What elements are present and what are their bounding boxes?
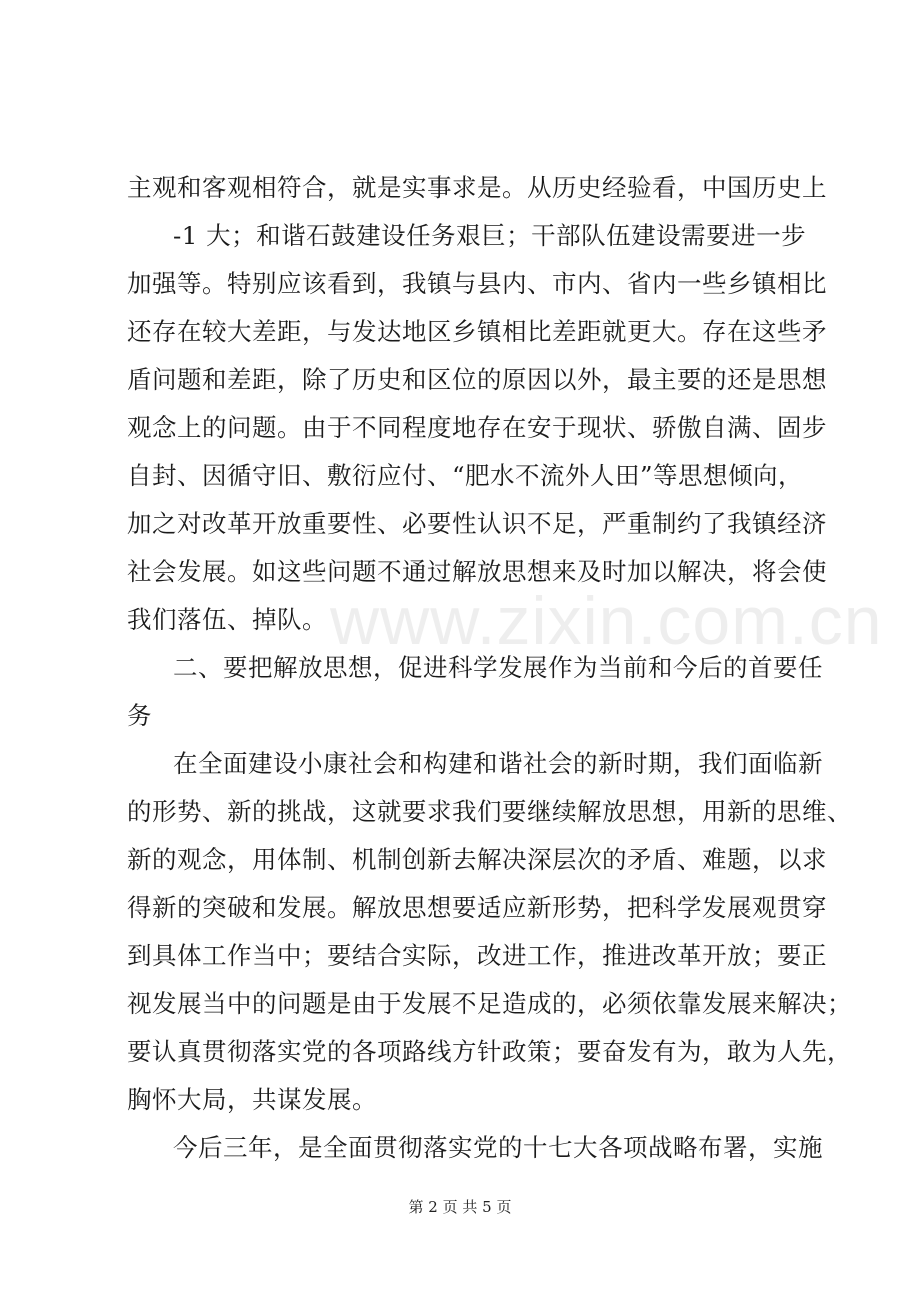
body-line: 自封、因循守旧、敷衍应付、“肥水不流外人田”等思想倾向， [127, 461, 804, 490]
body-line: 得新的突破和发展。解放思想要适应新形势，把科学发展观贯穿 [127, 893, 827, 922]
watermark: www.zixin.com.cn [330, 583, 883, 659]
body-line: 观念上的问题。由于不同程度地存在安于现状、骄傲自满、固步 [127, 413, 827, 442]
body-line: 社会发展。如这些问题不通过解放思想来及时加以解决，将会使 [127, 557, 827, 586]
body-line: 我们落伍、掉队。 [127, 605, 327, 634]
body-line: 新的观念，用体制、机制创新去解决深层次的矛盾、难题，以求 [127, 845, 827, 874]
body-line: 在全面建设小康社会和构建和谐社会的新时期，我们面临新 [173, 749, 823, 778]
section-heading-continued: 务 [127, 701, 152, 730]
body-line: 的形势、新的挑战，这就要求我们要继续解放思想，用新的思维、 [127, 797, 852, 826]
body-line: 加强等。特别应该看到，我镇与县内、市内、省内一些乡镇相比 [127, 269, 827, 298]
body-line: 要认真贯彻落实党的各项路线方针政策；要奋发有为，敢为人先， [127, 1037, 852, 1066]
body-line: 加之对改革开放重要性、必要性认识不足，严重制约了我镇经济 [127, 509, 827, 538]
body-line: 主观和客观相符合，就是实事求是。从历史经验看，中国历史上 [127, 173, 827, 202]
page-number-footer: 第 2 页 共 5 页 [408, 1198, 512, 1216]
body-line: 今后三年，是全面贯彻落实党的十七大各项战略布署，实施 [173, 1133, 823, 1162]
body-line: 还存在较大差距，与发达地区乡镇相比差距就更大。存在这些矛 [127, 317, 827, 346]
body-line: 到具体工作当中；要结合实际，改进工作，推进改革开放；要正 [127, 941, 827, 970]
section-heading: 二、要把解放思想，促进科学发展作为当前和今后的首要任 [173, 653, 823, 682]
body-line: 视发展当中的问题是由于发展不足造成的，必须依靠发展来解决； [127, 989, 852, 1018]
body-line: 胸怀大局，共谋发展。 [127, 1085, 377, 1114]
body-line: 盾问题和差距，除了历史和区位的原因以外，最主要的还是思想 [127, 365, 827, 394]
body-line: -1 大；和谐石鼓建设任务艰巨；干部队伍建设需要进一步 [173, 221, 807, 250]
